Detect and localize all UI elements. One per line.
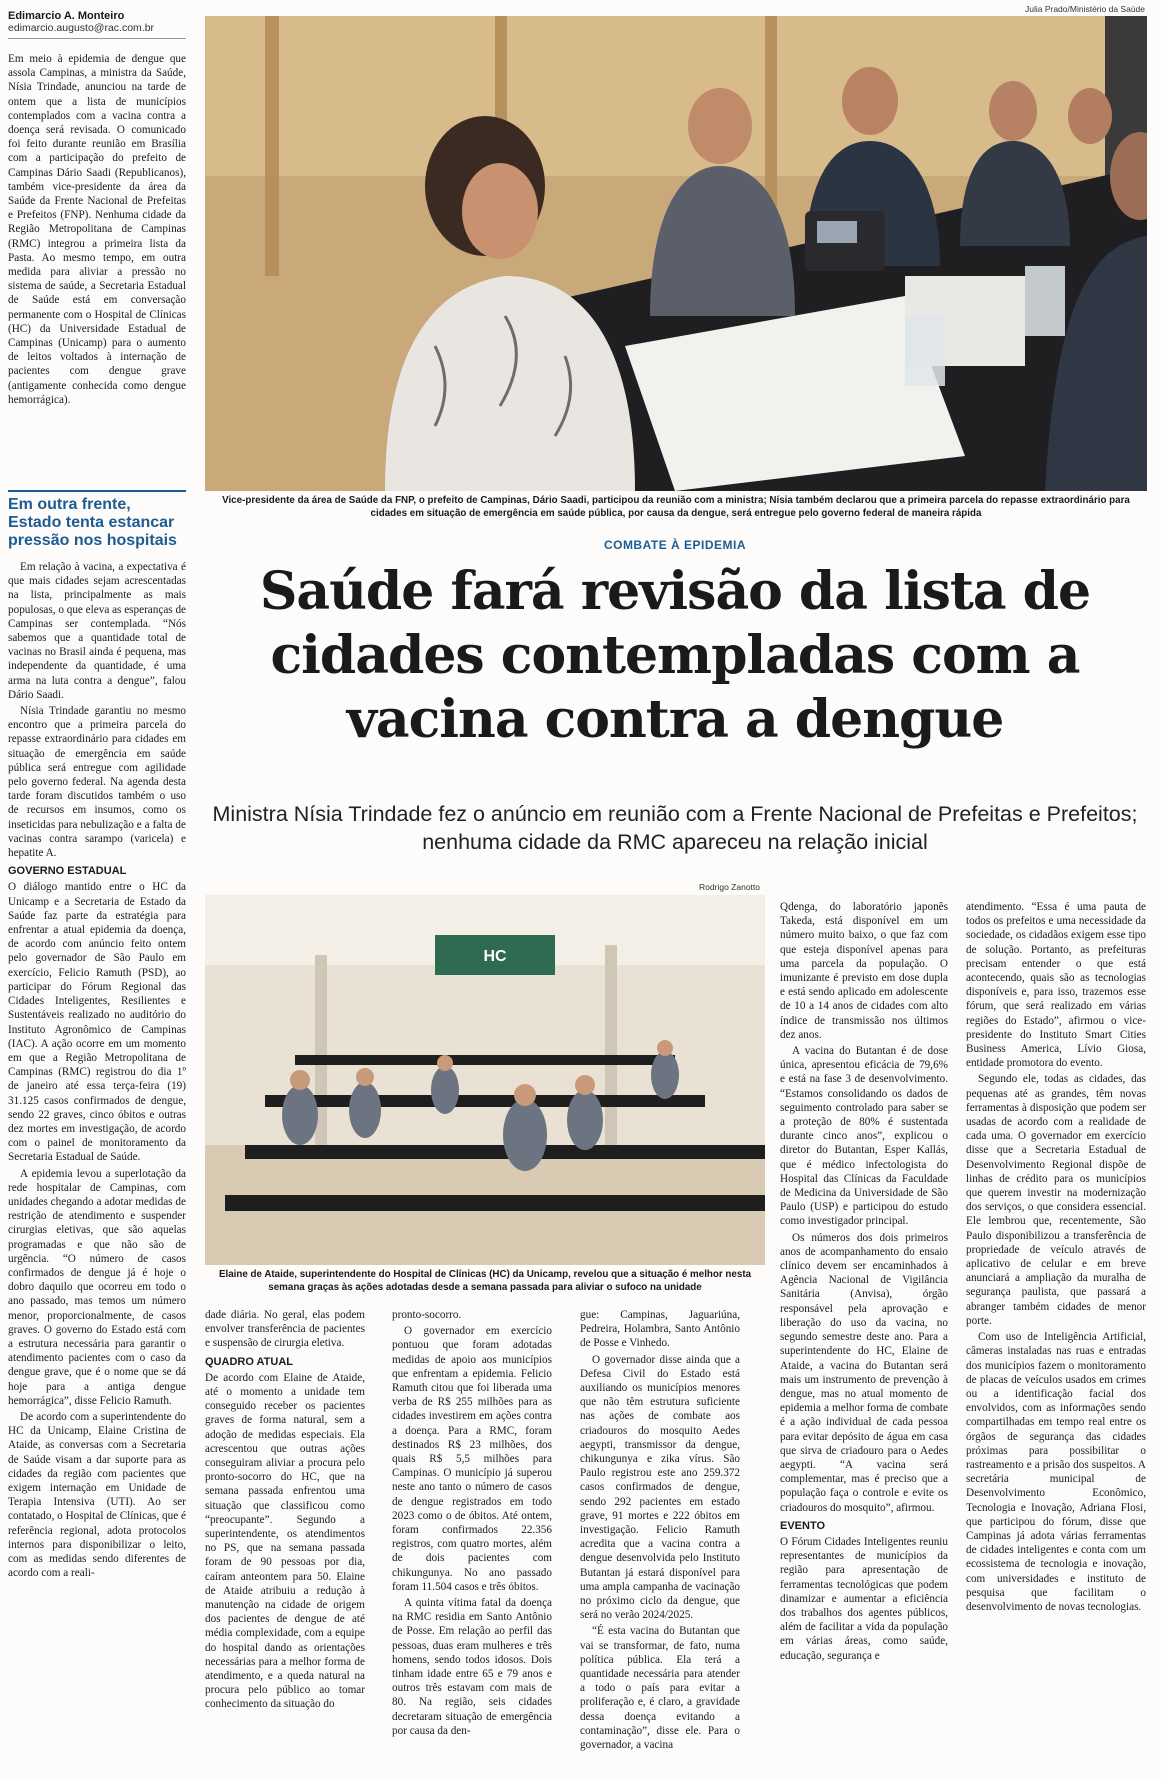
body-column-3 (392, 1308, 552, 1740)
section-heading: GOVERNO ESTADUAL (8, 865, 127, 878)
subhead: Em outra frente, Estado tenta estancar pressão nos hospitais (8, 490, 186, 550)
hospital-waiting-room-photo (205, 895, 765, 1265)
body-paragraph: atendimento. “Essa é uma pauta de todos os prefeitos e uma necessidade da sociedade, os cidadãos exigem esse tipo de solução. Portanto, as prefeituras precisam entender o que está acontecendo, quais são as tecnologias disponíveis e, para isso, trazemos esse fórum, que será realizado em várias regiões do Estado”, afirmou o vice-presidente do Instituto Smart Cities Business America, Lívio Giosa, entidade promotora do evento. (966, 901, 1146, 1070)
left-body-column (8, 560, 186, 1582)
body-paragraph: dade diária. No geral, elas podem envolver transferência de pacientes e suspensão de cirurgia eletiva. (205, 1309, 365, 1350)
body-paragraph: pronto-socorro. (392, 1309, 462, 1321)
body-paragraph: A epidemia levou a superlotação da rede hospitalar de Campinas, com unidades chegando a adotar medidas de restrição de atendimento e suspender cirurgias eletivas, que são aquelas programadas e que não são de urgência. “O número de casos confirmados de dengue já é hoje o dobro daquilo que ocorreu em todo o ano passado, mas temos um número menor, proporcionalmente, de casos graves. O governo do Estado está com a estrutura necessária para garantir o atendimento pacientes com o caso da dengue grave, que é o nome que se dá hoje para a antiga dengue hemorrágica”, disse Felicio Ramuth. (8, 1167, 186, 1407)
headline: Saúde fará revisão da lista de cidades contempladas com a vacina contra a dengue (259, 561, 1091, 750)
body-paragraph: O diálogo mantido entre o HC da Unicamp e a Secretaria de Estado da Saúde faz parte da estratégia para enfrentar a atual epidemia da doença, de acordo com anúncio feito ontem pelo governador de São Paulo em exercício, Felicio Ramuth (PSD), ao participar do Fórum Regional das Cidades Inteligentes, Resilientes e Sustentáveis realizado no auditório do Instituto Agronômico de Campinas (IAC). A ação ocorre em um momento em que a Região Metropolitana de Campinas (RMC) registrou do dia 1º de janeiro até essa terça-feira (19) 31.125 casos confirmados de dengue, sendo 22 graves, cinco óbitos e outras dez mortes em investigação, de acordo com o painel de monitoramento da Secretaria Estadual de Saúde. (8, 881, 186, 1164)
photo-credit: Julia Prado/Ministério da Saúde (1024, 4, 1145, 14)
body-paragraph: O governador disse ainda que a Defesa Civil do Estado está auxiliando os municípios menores que não têm estrutura suficiente nas ações de combate aos criadouros do mosquito Aedes aegypti, transmissor da dengue, chikungunya e zika vírus. São Paulo registrou este ano 259.372 casos confirmados de dengue, sendo 292 pacientes em estado grave, 91 mortes e 222 óbitos em investigação. Felicio Ramuth acredita que a vacina contra a dengue desenvolvida pelo Instituto Butantan já estará disponível para uma ampla campanha de vacinação no próximo ciclo da dengue, que será no verão 2024/2025. (580, 1353, 740, 1622)
body-paragraph: A vacina do Butantan é de dose única, apresentou eficácia de 79,6% e está na fase 3 de desenvolvimento. “Estamos consolidando os dados de seguimento controlado para saber se a proteção de 80% é sustentada durante cinco anos”, explicou o diretor do Butantan, Esper Kallás, que é médico infectologista do Hospital das Clínicas da Faculdade de Medicina da Universidade de São Paulo (USP) e participou do estudo como investigador principal. (780, 1045, 948, 1228)
body-column-2 (205, 1308, 365, 1714)
mid-photo-caption: Elaine de Ataide, superintendente do Hospital de Clínicas (HC) da Unicamp, revelou que a situação é melhor nesta semana graças às ações adotadas desde a semana passada para aliviar o sufoco na unidade (218, 1269, 752, 1293)
body-paragraph: “É esta vacina do Butantan que vai se transformar, de fato, numa política pública. Ela terá a quantidade necessária para atender a todo o país para evitar a proliferação e, é claro, a gravidade dessa doença evitando a contaminação”, disse ele. Para o governador, a vacina (580, 1625, 740, 1752)
section-heading: EVENTO (780, 1519, 826, 1532)
hospital-sign-text: HC (483, 948, 507, 965)
body-paragraph: De acordo com Elaine de Ataide, até o momento a unidade tem conseguido receber os pacientes graves de forma natural, sem a adoção de medidas especiais. Ela acrescentou que outras ações conseguiram aliviar a procura pelo pronto-socorro do HC, que na semana passada enfrentou uma situação que classificou como “preocupante”. Segundo a superintendente, os atendimentos no PS, que na semana passada foram de 90 pessoas por dia, caíram anteontem para 50. Elaine de Ataide atribuiu a redução à manutenção na cidade de origem dos pacientes de dengue de até média complexidade, com a equipe do hospital dando as orientações necessárias para a melhor forma de atendimento, e a queda natural na procura pelo público ao tomar conhecimento da situação do (205, 1371, 365, 1711)
body-column-5 (780, 900, 948, 1665)
author-name: Edimarcio A. Monteiro (8, 10, 125, 22)
left-intro-column (8, 52, 186, 409)
body-paragraph: A quinta vítima fatal da doença na RMC residia em Santo Antônio de Posse. Em relação ao perfil das pessoas, duas eram mulheres e três homens, sendo todos idosos. Dois tinham idade entre 65 e 79 anos e outros três estavam com mais de 80. Na região, seis cidades decretaram situação de emergência por causa da den- (392, 1597, 552, 1737)
body-column-4 (580, 1308, 740, 1754)
hospital-waiting-room-image (205, 895, 765, 1265)
body-paragraph: Qdenga, do laboratório japonês Takeda, está disponível em um número muito baixo, o que faz com que esteja disponível apenas para uma parcela da população. O imunizante é previsto em dose dupla e está sendo aplicado em adolescente de 10 a 14 anos de cidades com alto índice de transmissão nos últimos dez anos. (780, 901, 948, 1041)
body-paragraph: Em relação à vacina, a expectativa é que mais cidades sejam acrescentadas na lista, principalmente as mais populosas, o que eleva as esperanças de Campinas ser contemplada. “Nós sabemos que a quantidade total de vacinas no Brasil ainda é pequena, mas independente da quantidade, é uma arma na luta contra a dengue”, falou Dário Saadi. (8, 561, 187, 701)
body-paragraph: De acordo com a superintendente do HC da Unicamp, Elaine Cristina de Ataide, as conversas com a Secretaria de Saúde visam a dar suporte para as cidades da região com pacientes que exigem internação em Unidade de Terapia Intensiva (UTI). Ao ser contatado, o Hospital de Clínicas, que é referência regional, adota protocolos internos para disponibilizar o leito, com as medidas sendo diferentes de acordo com a reali- (8, 1410, 186, 1580)
body-column-6 (966, 900, 1146, 1616)
body-paragraph: Os números dos dois primeiros anos de acompanhamento do ensaio clínico devem ser encaminhados à Agência Nacional de Vigilância Sanitária (Anvisa), órgão responsável pela aprovação e liberação do uso da vacina, no segundo semestre deste ano. Para a superintendente do HC, Elaine de Ataide, a vacina do Butantan será mais um instrumento de prevenção à dengue, mas no atual momento de epidemia a melhor forma de combate é a ação individual de cada pessoa para evitar depósito de água em casa que sirva de criadouro para o Aedes aegypti. “A vacina será complementar, mas é preciso que a população faça o controle e evite os criadouros do mosquito”, afirmou. (780, 1231, 948, 1514)
body-paragraph: gue: Campinas, Jaguariúna, Pedreira, Holambra, Santo Antônio de Posse e Vinhedo. (580, 1309, 740, 1350)
body-paragraph: Com uso de Inteligência Artificial, câmeras instaladas nas ruas e entradas dos municípios fazem o monitoramento de placas de veículos usados em crimes ou a identificação facial dos envolvidos, com as informações sendo compartilhadas em tempo real entre os órgãos de segurança das cidades próximas para possibilitar o rastreamento e a prisão dos suspeitos. A secretária municipal de Desenvolvimento Econômico, Tecnologia e Inovação, Adriana Flosi, que participou do fórum, disse que Campinas já adota várias ferramentas de cidades inteligentes e conta com um ecossistema de tecnologia e inovação, com universidades e instituto de pesquisa que facilitam o desenvolvimento de novas tecnologias. (966, 1331, 1146, 1613)
body-paragraph: O governador em exercício pontuou que foram adotadas medidas de apoio aos municípios que enfrentam a epidemia. Felicio Ramuth citou que foi liberada uma verba de R$ 255 milhões para as cidades investirem em ações contra a doença. Para a RMC, foram destinados R$ 23 milhões, dos quais R$ 5,5 milhões para Campinas. O município já superou neste ano tanto o número de casos de dengue registrados em todo 2023 como o de óbitos. Até ontem, foram confirmados 22.356 registros, com quatro mortes, além de dois pacientes com chikungunya. No ano passado foram 11.504 casos e três óbitos. (392, 1325, 552, 1593)
body-paragraph: O Fórum Cidades Inteligentes reuniu representantes de municípios da região para apresentação de ferramentas tecnológicas que podem dinamizar e aumentar a eficiência dos trabalhos dos agentes públicos, além de facilitar a vida da população em várias áreas, como saúde, educação, segurança e (780, 1535, 948, 1662)
meeting-photo-image (205, 16, 1147, 491)
top-photo-caption: Vice-presidente da área de Saúde da FNP, o prefeito de Campinas, Dário Saadi, participou da reunião com a ministra; Nísia também declarou que a primeira parcela do repasse extraordinário para cidades em situação de emergência em saúde pública, por causa da dengue, será entregue pelo governo federal de maneira rápida (222, 495, 1130, 519)
meeting-photo (205, 16, 1147, 491)
intro-paragraph: Em meio à epidemia de dengue que assola Campinas, a ministra da Saúde, Nísia Trindade, anunciou na tarde de ontem que a lista de municípios contemplados com a vacina contra a doença será revisada. O comunicado foi feito durante reunião em Brasília com a participação do prefeito de Campinas Dário Saadi (Republicanos), também vice-presidente da área da Saúde da Frente Nacional de Prefeitas e Prefeitos (FNP). Nenhuma cidade da Região Metropolitana de Campinas (RMC) integrou a primeira lista da Pasta. Ao mesmo tempo, em outra medida para aliviar a pressão no sistema de saúde, a Secretaria Estadual de Saúde está em conversação permanente com o Hospital de Clínicas (HC) da Universidade Estadual de Campinas (Unicamp) para o aumento de leitos voltados à internação de pacientes com dengue grave (antigamente conhecida como dengue hemorrágica). (8, 53, 186, 406)
photo-credit: Rodrigo Zanotto (699, 882, 760, 892)
author-email: edimarcio.augusto@rac.com.br (8, 22, 186, 39)
kicker: COMBATE À EPIDEMIA (603, 538, 747, 552)
section-heading: QUADRO ATUAL (205, 1355, 293, 1368)
body-paragraph: Nísia Trindade garantiu no mesmo encontro que a primeira parcela do repasse extraordinário para cidades em situação de emergência em saúde pública será entregue com agilidade pelo governo federal. Na agenda desta tarde foram discutidos também o uso de recursos em insumos, como os inseticidas para nebulização e a falta de vacinas contra sarampo (varicela) e hepatite A. (8, 705, 186, 860)
body-paragraph: Segundo ele, todas as cidades, das pequenas até as grandes, têm novas ferramentas à disposição que podem ser usadas de acordo com a realidade de cada uma. O governador em exercício disse que a Secretaria Estadual de Desenvolvimento Regional dispõe de linhas de crédito para os municípios que querem investir na modernização dos serviços, o que considera essencial. Ele lembrou que, recentemente, São Paulo disponibilizou a transferência de propriedade de veículo através de aplicativo de celular e em breve anunciará a ampliação da muralha de segurança paulista, que passará a abranger também cidades de menor porte. (966, 1073, 1146, 1327)
byline (8, 10, 186, 39)
deck: Ministra Nísia Trindade fez o anúncio em reunião com a Frente Nacional de Prefeitas e Prefeitos; nenhuma cidade da RMC apareceu na relação inicial (212, 802, 1138, 854)
